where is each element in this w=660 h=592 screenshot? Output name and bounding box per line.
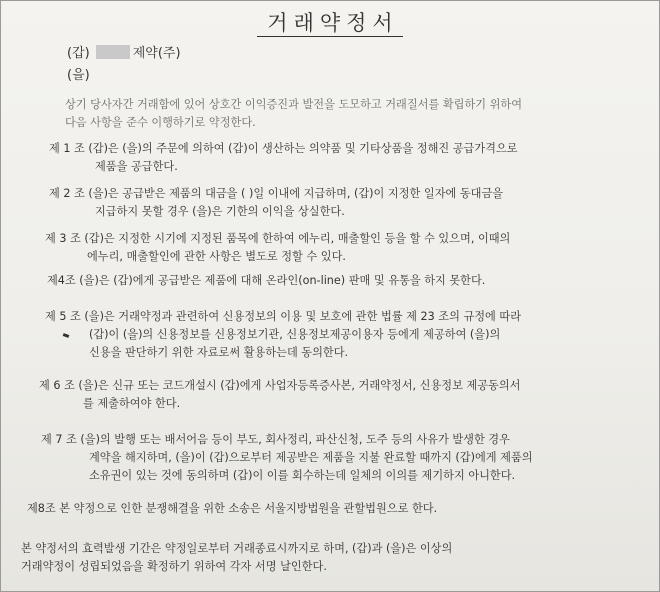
article-line: 제 7 조 (을)의 발행 또는 배서어음 등이 부도, 회사정리, 파산신청, 도주 등의 사유가 발생한 경우 [41,433,510,446]
party-a-label: (갑) [67,46,90,61]
intro-paragraph [65,96,522,132]
party-b-label: (을) [67,68,90,83]
article-line: 에누리, 매출할인에 관한 사항은 별도로 정할 수 있다. [87,250,346,263]
article-line: 소유권이 있는 것에 동의하며 (갑)이 이를 회수하는데 일체의 이의를 제기하지 아니한다. [89,469,516,482]
article-line: 계약을 해지하며, (을)이 (갑)으로부터 제공받은 제품을 지불 완료할 때까지 (갑)에게 제품의 [89,451,533,464]
article-1 [49,140,518,176]
article-8 [27,500,437,518]
article-line: 제8조 본 약정으로 인한 분쟁해결을 위한 소송은 서울지방법원을 관할법원으로 한다. [27,502,438,515]
article-line: 제 5 조 (을)은 거래약정과 관련하여 신용정보의 이용 및 보호에 관한 법률 제 23 조의 규정에 따라 [45,310,522,323]
article-6 [39,377,520,413]
closing-line: 거래약정이 성립되었음을 확정하기 위하여 각자 서명 날인한다. [21,560,327,573]
article-line: 를 제출하여야 한다. [83,397,181,410]
article-4 [47,272,485,290]
party-a-line [67,42,181,61]
party-b-line [67,64,90,83]
document-title-text: 거래약정서 [257,11,402,37]
article-line: 제 2 조 (을)은 공급받은 제품의 대금을 ( )일 이내에 지급하며, (갑)이 지정한 일자에 동대금을 [49,187,504,200]
redacted-company-name [96,45,130,59]
article-line: (갑)이 (을)의 신용정보를 신용정보기관, 신용정보제공이용자 등에게 제공하여 (을)의 [89,328,501,341]
intro-line: 상기 당사자간 거래함에 있어 상호간 이익증진과 발전을 도모하고 거래질서를 확립하기 위하여 [65,98,523,111]
closing-line: 본 약정서의 효력발생 기간은 약정일로부터 거래종료시까지로 하며, (갑)과 (을)은 이상의 [21,542,453,555]
article-line: 제품을 공급한다. [95,160,178,173]
article-line: 제 1 조 (갑)은 (을)의 주문에 의하여 (갑)이 생산하는 의약품 및 기타상품을 정해진 공급가격으로 [49,142,518,155]
document-title [1,7,659,37]
article-7 [41,431,533,485]
party-a-name: 제약(주) [132,46,181,61]
article-2 [49,185,503,221]
article-line: 신용을 판단하기 위한 자료로써 활용하는데 동의한다. [89,346,349,359]
article-3 [45,230,510,266]
article-line: 제 6 조 (을)은 신규 또는 코드개설시 (갑)에게 사업자등록증사본, 거래약정서, 신용정보 제공동의서 [39,379,521,392]
article-line: 지급하지 못할 경우 (을)은 기한의 이익을 상실한다. [95,205,345,218]
article-line: 제 3 조 (갑)은 지정한 시기에 지정된 품목에 한하여 에누리, 매출할인 등을 할 수 있으며, 이때의 [45,232,511,245]
article-5 [45,308,521,362]
closing-paragraph [21,540,452,576]
intro-line: 다음 사항을 준수 이행하기로 약정한다. [65,116,256,129]
article-line: 제4조 (을)은 (갑)에게 공급받은 제품에 대해 온라인(on-line) 판매 및 유통을 하지 못한다. [47,274,486,287]
